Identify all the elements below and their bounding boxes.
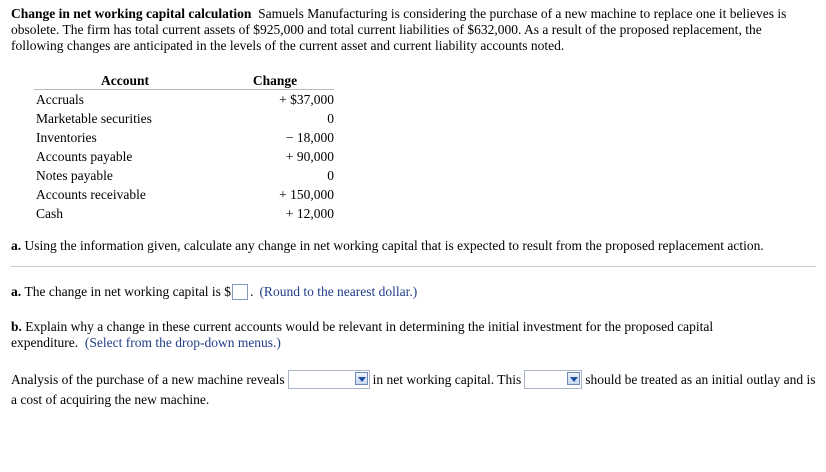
account-change: 0: [327, 111, 334, 126]
answer-a-suffix: .: [250, 284, 254, 299]
change-direction-select[interactable]: [288, 370, 370, 389]
table-row: [34, 204, 334, 223]
table-row: [34, 109, 334, 128]
account-change: + 150,000: [279, 187, 334, 202]
question-a: [11, 238, 816, 264]
account-name: Cash: [36, 206, 63, 221]
question-b: [11, 319, 816, 351]
question-b-text: Explain why a change in these current accounts would be relevant in determining the initial investment for the proposed capital expenditure.: [11, 319, 714, 350]
analysis-part2: in net working capital. This: [372, 372, 522, 387]
change-type-select[interactable]: [524, 370, 582, 389]
account-name: Accounts payable: [36, 149, 133, 164]
answer-a-line: [11, 284, 417, 300]
chevron-down-icon[interactable]: [355, 372, 368, 385]
account-change: − 18,000: [285, 130, 334, 145]
question-a-label: a.: [11, 238, 22, 253]
question-b-label: b.: [11, 319, 22, 334]
chevron-down-icon[interactable]: [567, 372, 580, 385]
account-name: Notes payable: [36, 168, 113, 183]
account-name: Inventories: [36, 130, 97, 145]
account-name: Accounts receivable: [36, 187, 146, 202]
question-a-text: Using the information given, calculate any change in net working capital that is expected to result from the proposed replacement action.: [24, 238, 764, 253]
account-name: Accruals: [36, 92, 84, 107]
round-hint: (Round to the nearest dollar.): [259, 284, 418, 299]
table-row: [34, 128, 334, 147]
table-row: [34, 185, 334, 204]
answer-a-prefix: The change in net working capital is $: [24, 284, 232, 299]
answer-a-label: a.: [11, 284, 22, 299]
section-divider: [11, 266, 816, 267]
problem-text: Samuels Manufacturing is considering the purchase of a new machine to replace one it believes is obsolete. The firm has total current assets of $925,000 and total current liabilities of $632,000. As a result of the proposed replacement, the following changes are anticipated in the levels of the current asset and current liability accounts noted.: [11, 6, 787, 53]
account-change: + 90,000: [285, 149, 334, 164]
account-header: Account: [34, 72, 216, 90]
analysis-part3: should be treated as an initial outlay and is a cost of acquiring the new machine.: [11, 372, 816, 408]
analysis-sentence: [11, 370, 816, 410]
table-row: [34, 90, 334, 110]
dropdown-hint: (Select from the drop-down menus.): [84, 335, 281, 350]
net-working-capital-input[interactable]: [232, 284, 248, 300]
change-header: Change: [216, 72, 334, 90]
analysis-part1: Analysis of the purchase of a new machine reveals: [11, 372, 285, 387]
account-name: Marketable securities: [36, 111, 152, 126]
account-change: 0: [327, 168, 334, 183]
table-row: [34, 147, 334, 166]
account-change: + $37,000: [279, 92, 334, 107]
accounts-table: [34, 72, 334, 223]
problem-statement: [11, 6, 816, 54]
problem-title: Change in net working capital calculation: [11, 6, 252, 21]
account-change: + 12,000: [285, 206, 334, 221]
table-row: [34, 166, 334, 185]
